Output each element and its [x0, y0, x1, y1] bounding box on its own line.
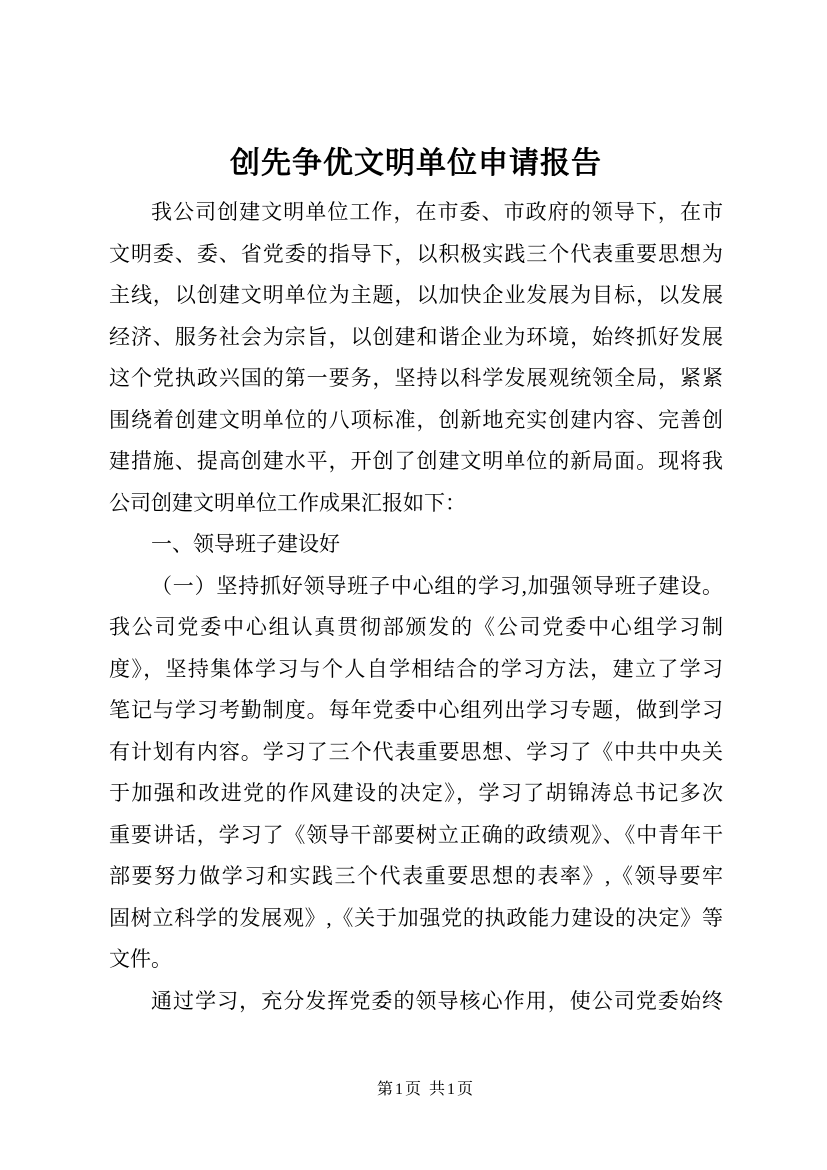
body-line: 文件。 — [109, 947, 172, 971]
body-line: 一、领导班子建设好 — [151, 532, 340, 556]
body-line: 围绕着创建文明单位的八项标准，创新地充实创建内容、完善创 — [109, 407, 723, 432]
body-line: 重要讲话，学习了《领导干部要树立正确的政绩观》、《中青年干 — [109, 822, 723, 847]
body-line: 建措施、提高创建水平，开创了创建文明单位的新局面。现将我 — [109, 449, 723, 473]
page-number-footer: 第1页 共1页 — [377, 1081, 476, 1098]
body-line: 笔记与学习考勤制度。每年党委中心组列出学习专题，做到学习 — [109, 698, 723, 722]
body-line: 主线，以创建文明单位为主题，以加快企业发展为目标，以发展 — [109, 283, 723, 307]
body-line: 于加强和改进党的作风建设的决定》，学习了胡锦涛总书记多次 — [109, 781, 723, 805]
body-line: （一）坚持抓好领导班子中心组的学习,加强领导班子建设。 — [151, 573, 723, 598]
body-line: 文明委、委、省党委的指导下，以积极实践三个代表重要思想为 — [109, 241, 723, 266]
body-line: 公司创建文明单位工作成果汇报如下： — [109, 490, 466, 515]
document-title: 创先争优文明单位申请报告 — [230, 147, 602, 180]
body-line: 通过学习，充分发挥党委的领导核心作用，使公司党委始终 — [151, 988, 723, 1013]
body-line: 部要努力做学习和实践三个代表重要思想的表率》,《领导要牢 — [109, 864, 723, 888]
body-line: 经济、服务社会为宗旨，以创建和谐企业为环境，始终抓好发展 — [109, 324, 723, 349]
document-body — [109, 192, 723, 1022]
body-line: 度》，坚持集体学习与个人自学相结合的学习方法，建立了学习 — [109, 656, 723, 681]
body-line: 这个党执政兴国的第一要务，坚持以科学发展观统领全局，紧紧 — [109, 366, 723, 390]
body-line: 我公司创建文明单位工作，在市委、市政府的领导下，在市 — [151, 200, 723, 224]
body-line: 有计划有内容。学习了三个代表重要思想、学习了《中共中央关 — [109, 739, 723, 764]
body-line: 固树立科学的发展观》,《关于加强党的执政能力建设的决定》等 — [109, 905, 723, 930]
body-line: 我公司党委中心组认真贯彻部颁发的《公司党委中心组学习制 — [109, 615, 723, 639]
